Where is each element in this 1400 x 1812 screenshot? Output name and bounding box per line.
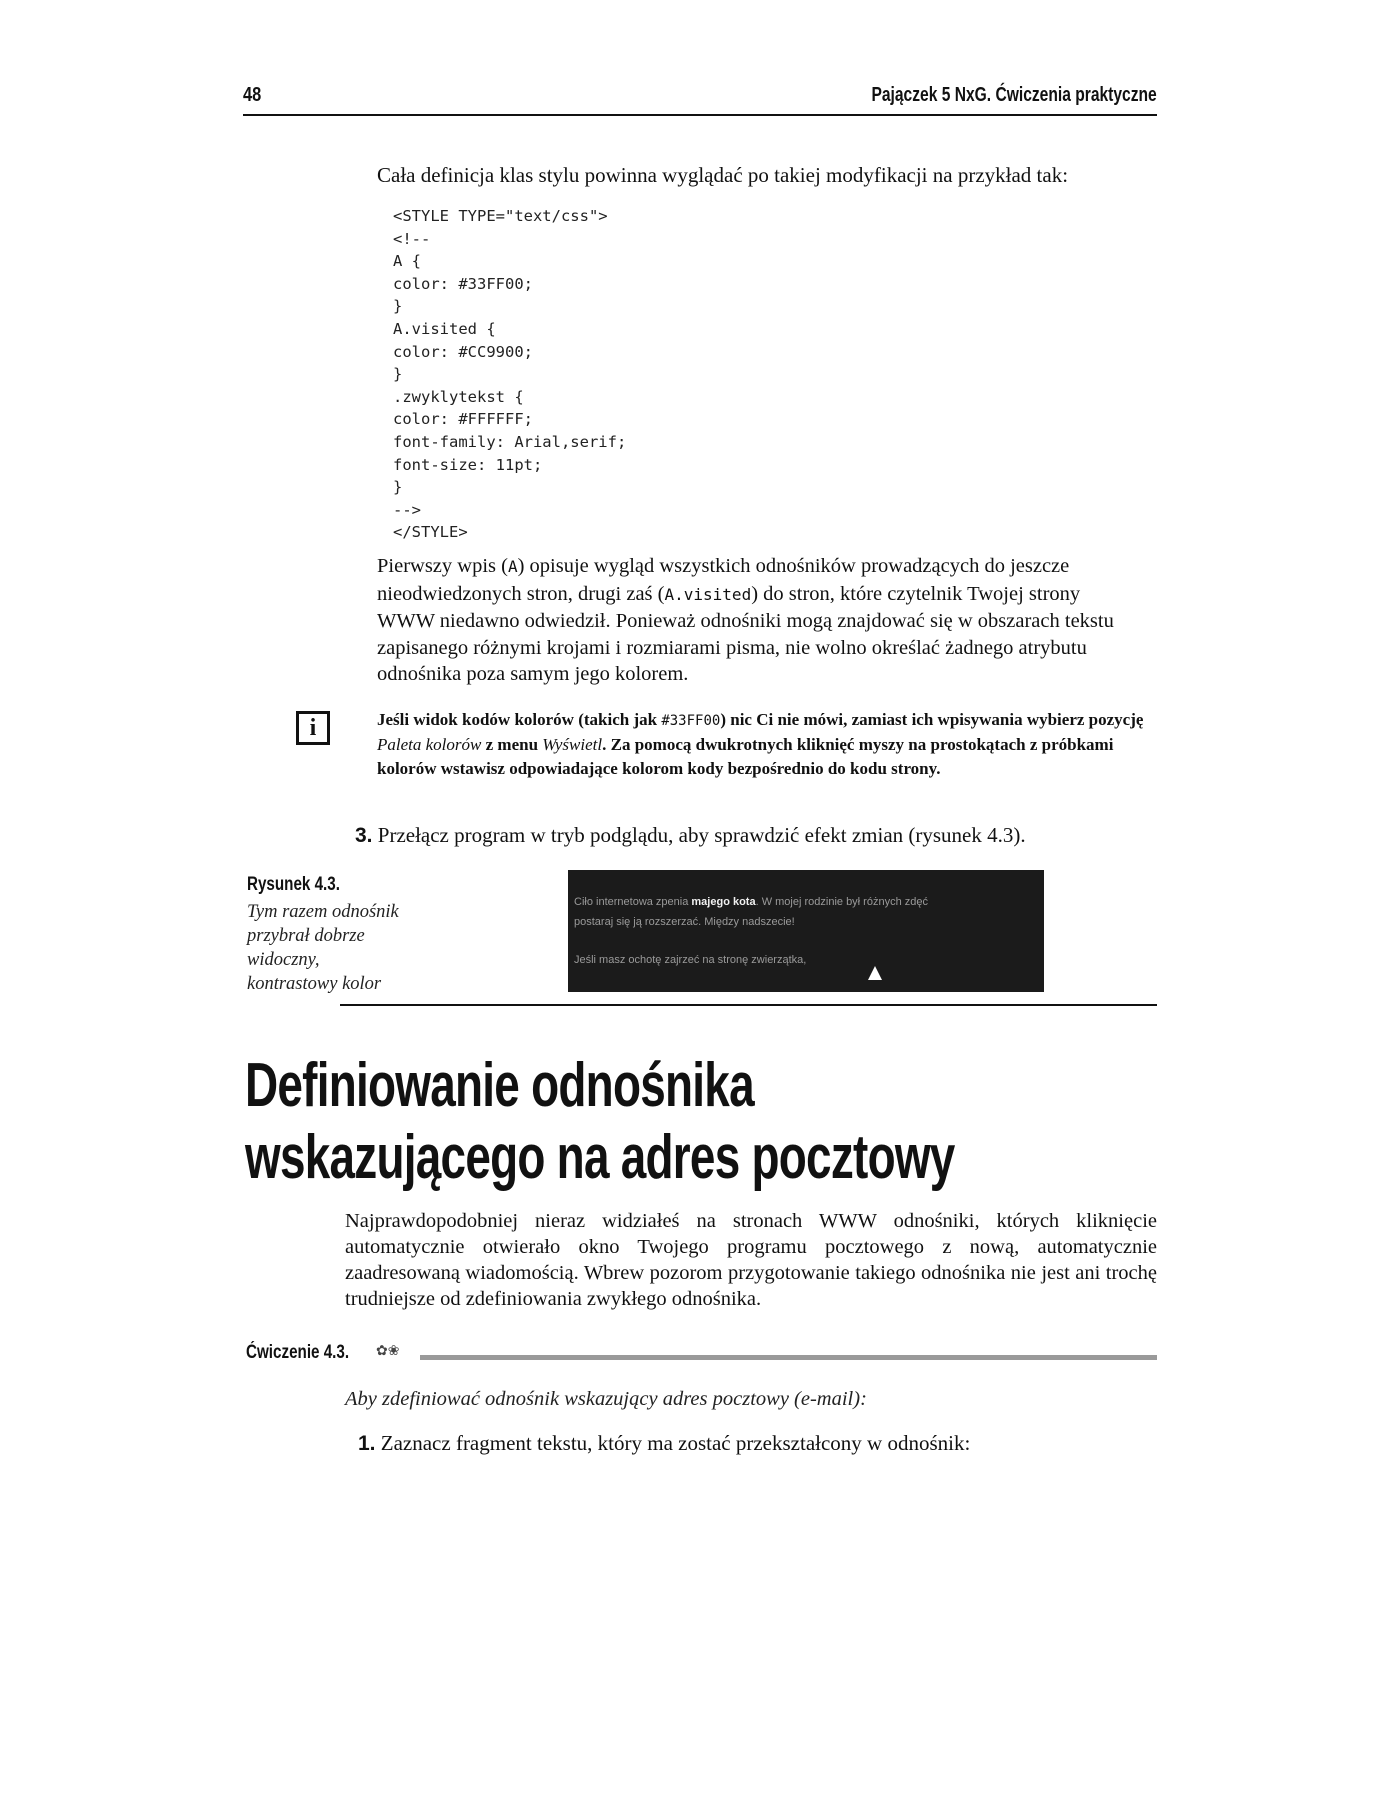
figure-screenshot: [568, 870, 1044, 992]
screenshot-line: Jeśli masz ochotę zajrzeć na stronę zwierzątka,: [574, 954, 807, 966]
code-line: color: #FFFFFF;: [393, 410, 533, 429]
step-3: [355, 823, 1026, 848]
code-line: A {: [393, 252, 421, 271]
section-body: Najprawdopodobniej nieraz widziałeś na stronach WWW odnośniki, których kliknięcie automatycznie otwierało okno Twojego programu pocztowego z nową, automatycznie zaadresowaną wiadomością. Wbrew pozorom przygotowanie takiego odnośnika nie jest ani trochę trudniejsze od zdefiniowania zwykłego odnośnika.: [345, 1210, 1157, 1310]
step-1: [358, 1431, 970, 1456]
exercise-bar: [420, 1355, 1157, 1360]
code-line: }: [393, 478, 403, 497]
screenshot-text: Ciło internetowa zpenia: [574, 896, 692, 908]
figure-caption: Tym razem odnośnik przybrał dobrze widoczny, kontrastowy kolor: [247, 902, 399, 994]
code-line: .zwyklytekst {: [393, 387, 524, 406]
step-text: Zaznacz fragment tekstu, który ma zostać przekształcony w odnośnik:: [375, 1431, 971, 1455]
info-icon: i: [296, 711, 330, 745]
screenshot-link: majego kota: [691, 896, 756, 908]
code-line: A.visited {: [393, 319, 496, 338]
code-line: color: #CC9900;: [393, 342, 533, 361]
step-number: 1.: [358, 1432, 376, 1455]
note-text: Jeśli widok kodów kolorów (takich jak: [377, 710, 662, 729]
code-line: -->: [393, 500, 421, 519]
step-text: Przełącz program w tryb podglądu, aby sprawdzić efekt zmian (rysunek 4.3).: [372, 823, 1026, 847]
section-title-line: Definiowanie odnośnika: [245, 1051, 754, 1120]
exercise-label: Ćwiczenie 4.3.: [246, 1342, 350, 1363]
running-title: Pajączek 5 NxG. Ćwiczenia praktyczne: [871, 84, 1157, 106]
page-number: 48: [243, 84, 262, 106]
code-line: color: #33FF00;: [393, 274, 533, 293]
code-line: }: [393, 365, 403, 384]
menu-name: Wyświetl: [542, 735, 603, 754]
exercise-intro: Aby zdefiniować odnośnik wskazujący adres pocztowy (e-mail):: [345, 1388, 867, 1410]
note-text: z menu: [481, 735, 543, 754]
note-text: . Za pomocą dwukrotnych kliknięć myszy na prostokątach z próbkami kolorów wstawisz odpowiadające kolorom kody bezpośrednio do kodu strony.: [377, 735, 1114, 778]
screenshot-line: [574, 896, 928, 908]
paragraph-text: ) do stron, które czytelnik Twojej strony WWW niedawno odwiedził. Ponieważ odnośniki mogą znajdować się w obszarach tekstu zapisanego różnymi krojami i rozmiarami pisma, nie wolno określać żadnego atrybutu odnośnika poza samym jego kolorem.: [377, 582, 1114, 685]
section-title: [245, 1050, 955, 1194]
paragraph-text: Pierwszy wpis (: [377, 555, 508, 577]
code-line: <STYLE TYPE="text/css">: [393, 207, 608, 225]
screenshot-text: . W mojej rodzinie był różnych zdęć: [755, 896, 928, 908]
code-line: font-size: 11pt;: [393, 455, 543, 474]
mouse-cursor-icon: [868, 966, 882, 980]
screenshot-line: postaraj się ją rozszerzać. Między nadszecie!: [574, 916, 795, 928]
inline-code: #33FF00: [661, 713, 721, 729]
code-line: <!--: [393, 229, 431, 248]
page-header: [243, 80, 1157, 116]
paragraph-text: ) opisuje wygląd wszystkich odnośników prowadzących do jeszcze nieodwiedzonych stron, drugi zaś (: [377, 555, 1070, 605]
code-line: }: [393, 297, 403, 316]
css-code-listing: [393, 205, 626, 544]
decorative-ornament-icon: ✿❀: [376, 1343, 400, 1359]
intro-text: Cała definicja klas stylu powinna wyglądać po takiej modyfikacji na przykład tak:: [377, 163, 1069, 187]
note-text: ) nic Ci nie mówi, zamiast ich wpisywania wybierz pozycję: [720, 710, 1144, 729]
code-line: font-family: Arial,serif;: [393, 432, 627, 451]
explanation-paragraph: [377, 553, 1137, 688]
section-title-line: wskazującego na adres pocztowy: [245, 1123, 955, 1192]
inline-code: A.visited: [664, 584, 752, 604]
menu-item-name: Paleta kolorów: [377, 735, 482, 754]
code-line: </STYLE>: [393, 523, 468, 542]
figure-label: Rysunek 4.3.: [247, 874, 340, 895]
info-note: [377, 708, 1157, 781]
step-number: 3.: [355, 824, 373, 847]
inline-code: A: [507, 557, 518, 576]
section-divider: [340, 1004, 1157, 1006]
